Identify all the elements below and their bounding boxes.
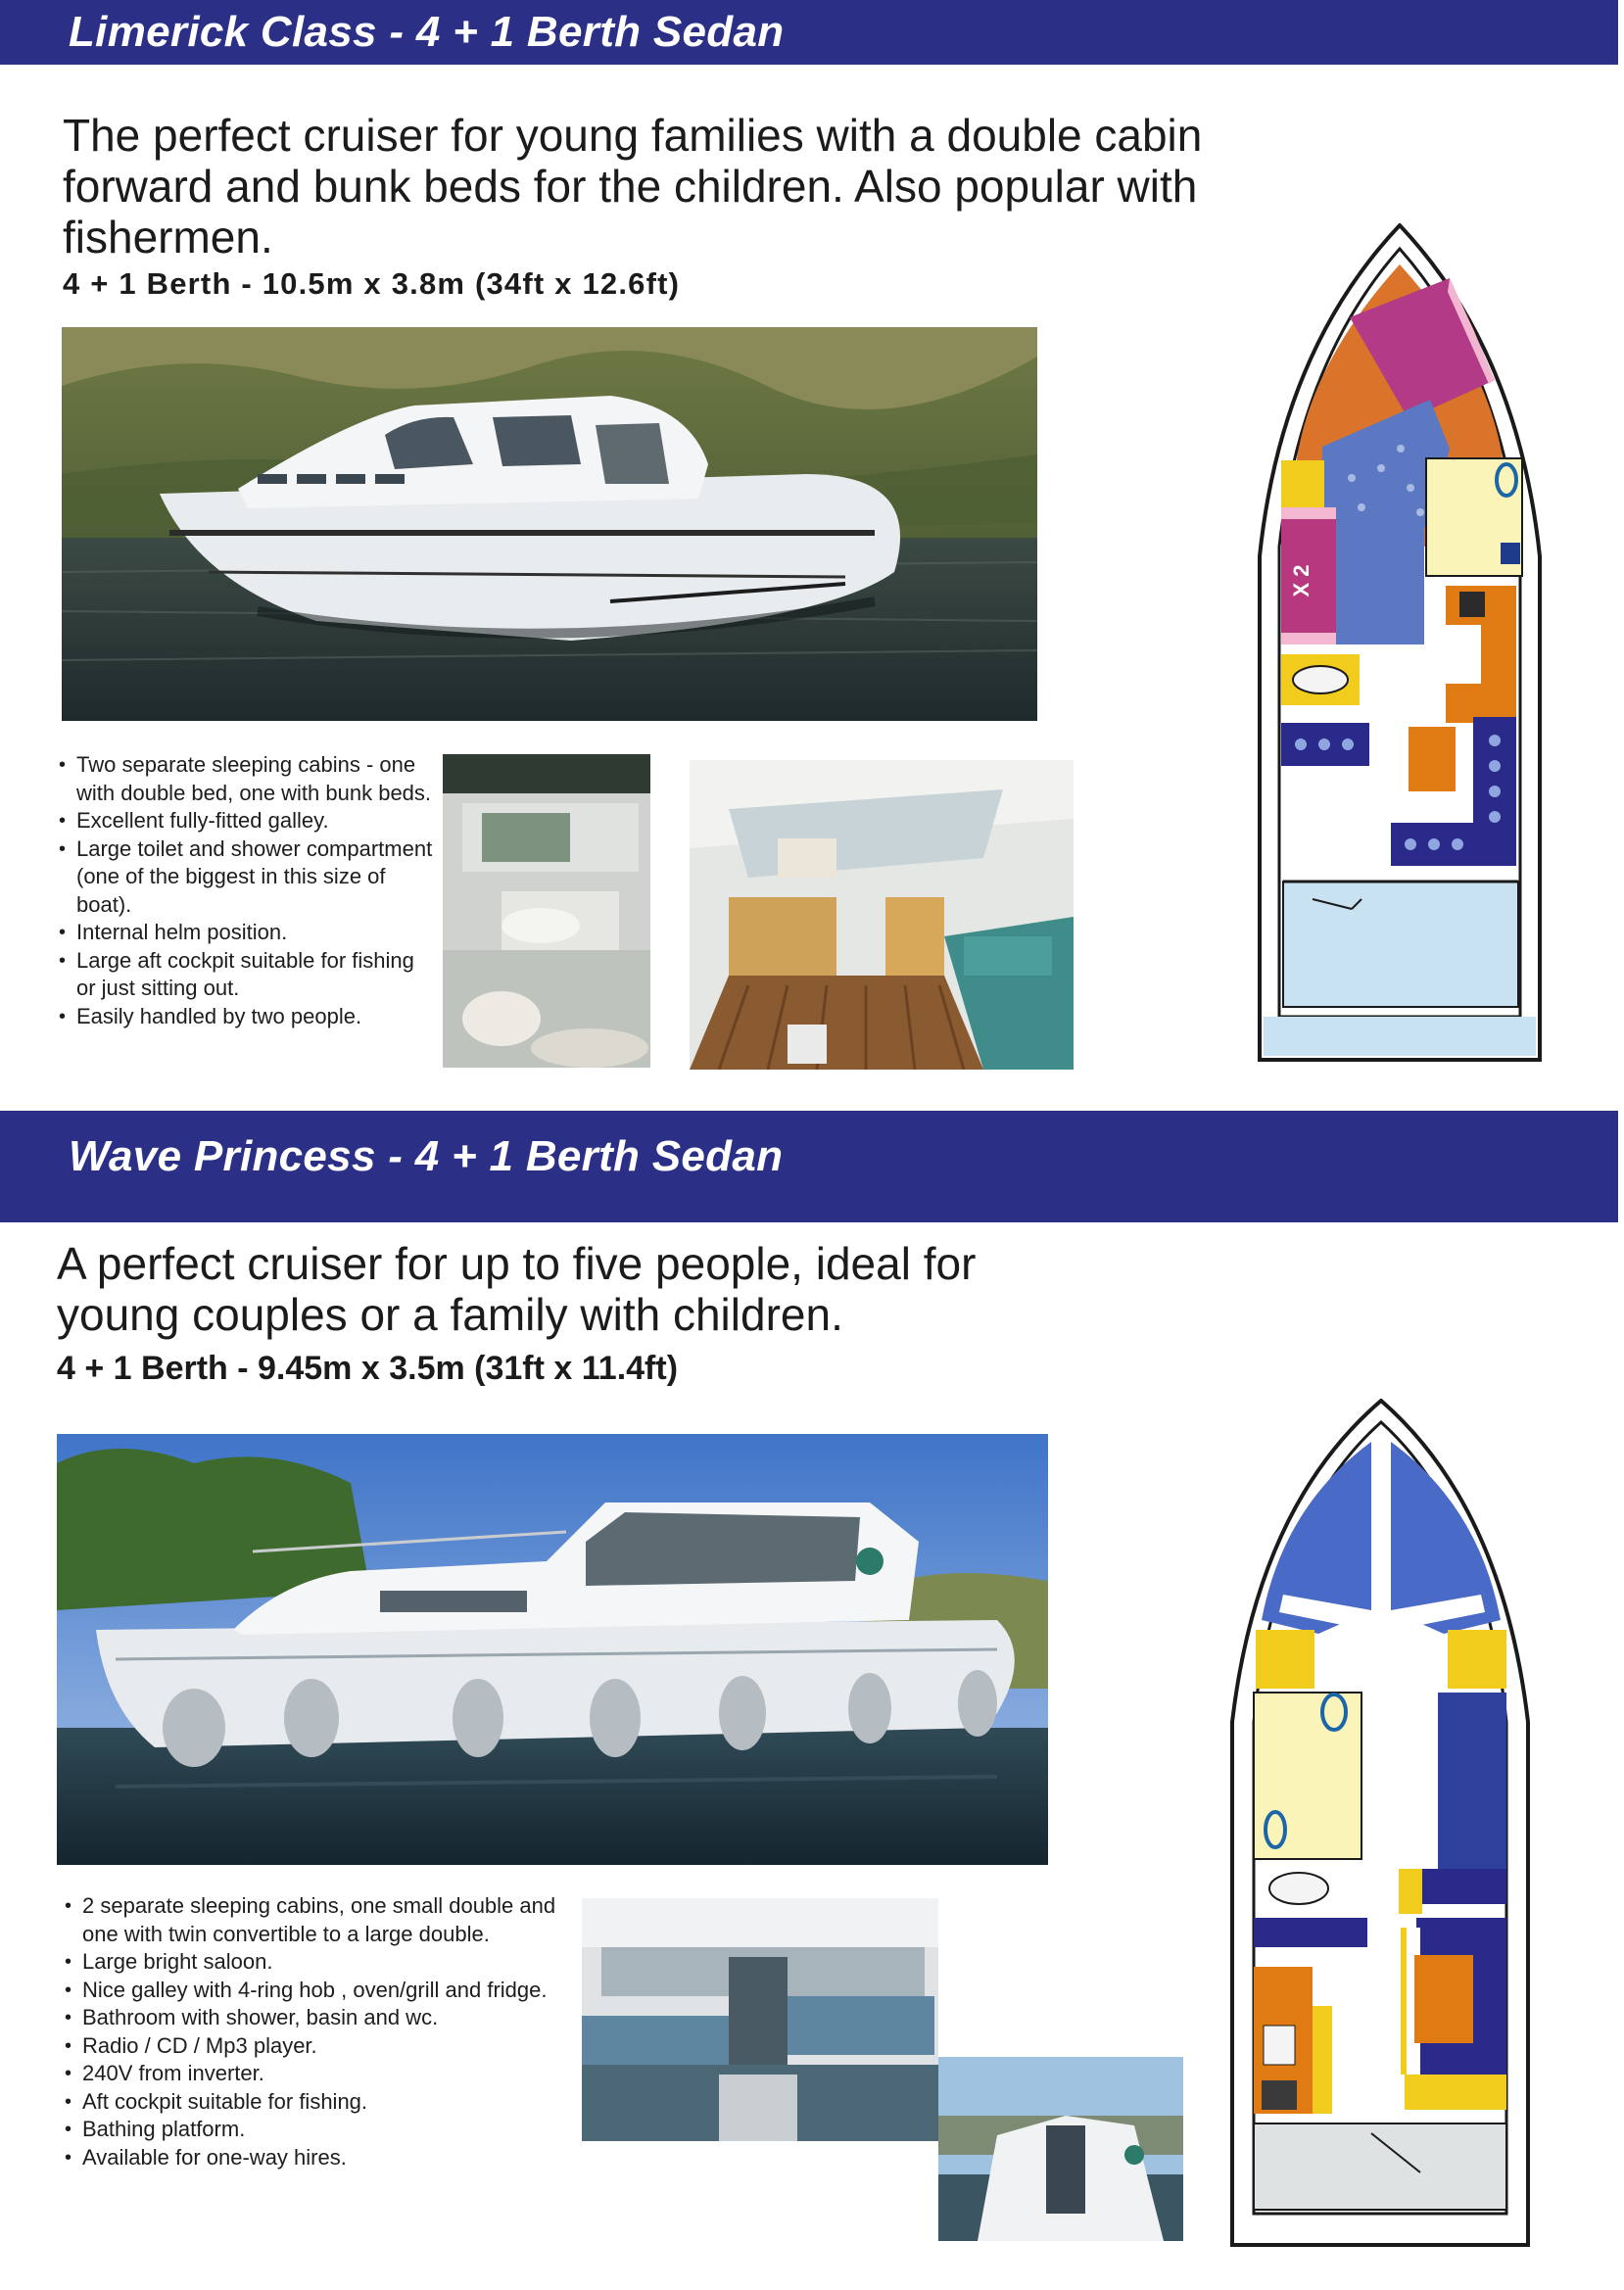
features-list-wave-princess	[63, 1892, 562, 2171]
bathroom-photo-limerick	[443, 754, 650, 1068]
floor-plan-wave-princess	[1224, 1399, 1538, 2251]
feature-item: • Aft cockpit suitable for fishing.	[63, 2088, 562, 2117]
aft-photo-wave-princess	[938, 2057, 1183, 2241]
feature-item: • Nice galley with 4-ring hob , oven/grill and fridge.	[63, 1977, 562, 2005]
feature-item: • 240V from inverter.	[63, 2060, 562, 2088]
feature-item: • Available for one-way hires.	[63, 2144, 562, 2172]
feature-item: • Large toilet and shower compartment (one of the biggest in this size of boat).	[57, 835, 435, 920]
feature-item: • Two separate sleeping cabins - one with double bed, one with bunk beds.	[57, 751, 435, 807]
intro-text-limerick: The perfect cruiser for young families with a double cabin forward and bunk beds for the children. Also popular with fishermen.	[63, 110, 1203, 262]
section-title-limerick: Limerick Class - 4 + 1 Berth Sedan	[69, 8, 785, 56]
feature-item: • 2 separate sleeping cabins, one small double and one with twin convertible to a large double.	[63, 1892, 562, 1948]
boat-photo-wave-princess	[57, 1434, 1048, 1865]
spec-line-wave-princess: 4 + 1 Berth - 9.45m x 3.5m (31ft x 11.4ft)	[57, 1350, 679, 1387]
bunk-bed-multiplier-label: X 2	[1289, 564, 1314, 597]
feature-item: • Radio / CD / Mp3 player.	[63, 2032, 562, 2061]
feature-item: • Excellent fully-fitted galley.	[57, 807, 435, 835]
feature-item: • Easily handled by two people.	[57, 1003, 435, 1031]
feature-item: • Bathing platform.	[63, 2116, 562, 2144]
spec-line-limerick: 4 + 1 Berth - 10.5m x 3.8m (34ft x 12.6ft)	[63, 266, 681, 301]
interior-photo-limerick	[690, 760, 1074, 1070]
intro-text-wave-princess: A perfect cruiser for up to five people, ideal for young couples or a family with children.	[57, 1238, 977, 1340]
features-list-limerick	[57, 751, 435, 1030]
feature-item: • Large aft cockpit suitable for fishing or just sitting out.	[57, 947, 435, 1003]
interior-photo-wave-princess	[582, 1898, 938, 2141]
section-title-wave-princess: Wave Princess - 4 + 1 Berth Sedan	[69, 1132, 784, 1180]
floor-plan-limerick	[1254, 223, 1546, 1075]
feature-item: • Large bright saloon.	[63, 1948, 562, 1977]
feature-item: • Internal helm position.	[57, 919, 435, 947]
section-banner-limerick	[0, 0, 1618, 65]
boat-photo-limerick	[62, 327, 1037, 721]
feature-item: • Bathroom with shower, basin and wc.	[63, 2004, 562, 2032]
section-banner-wave-princess	[0, 1111, 1618, 1222]
